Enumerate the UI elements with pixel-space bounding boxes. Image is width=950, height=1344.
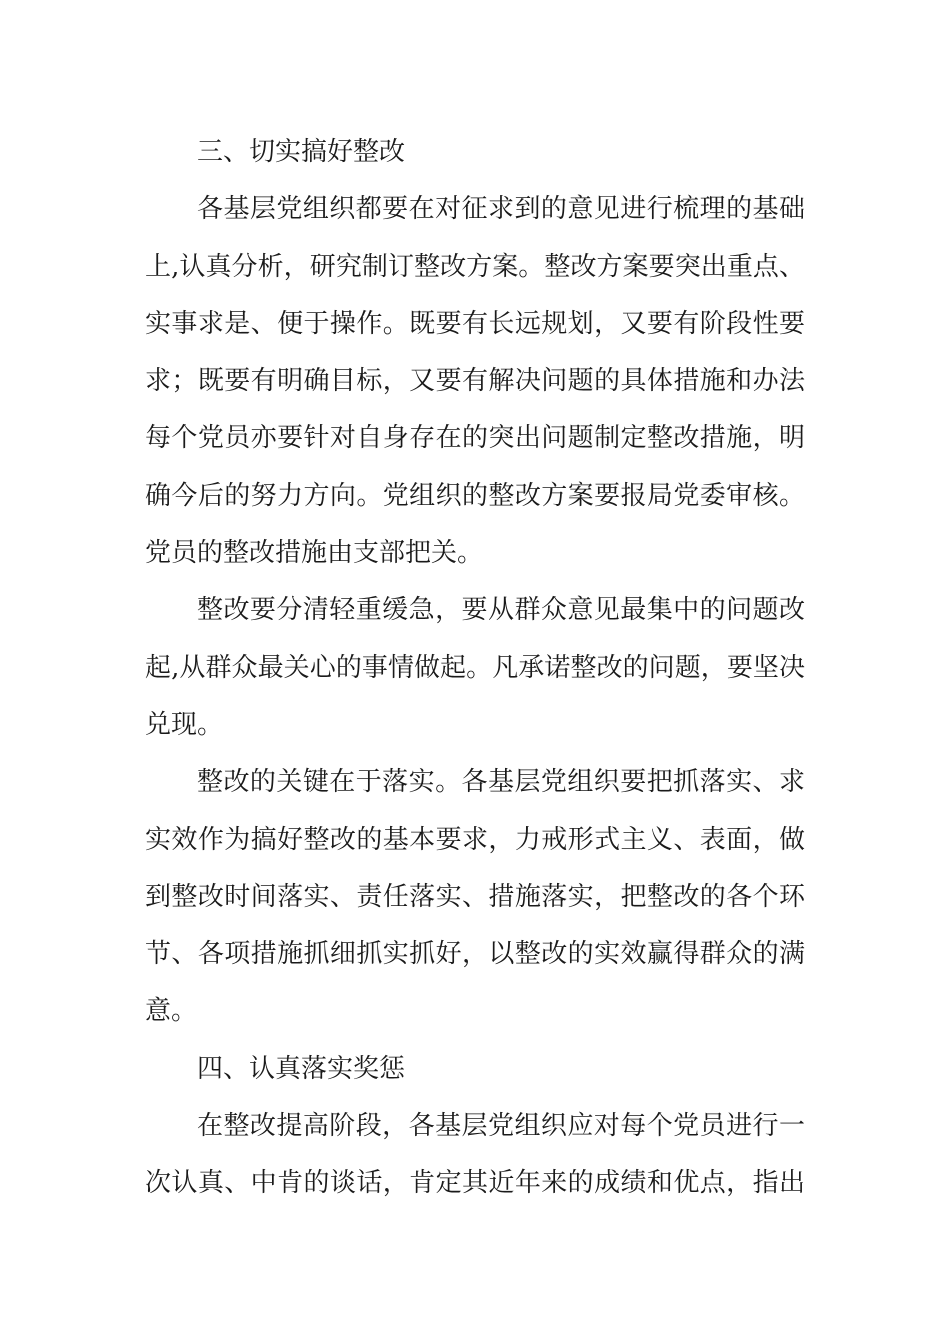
text-line: 每个党员亦要针对自身存在的突出问题制定整改措施，明 xyxy=(145,423,805,454)
text-line: 上,认真分析，研究制订整改方案。整改方案要突出重点、 xyxy=(145,251,805,282)
text-line: 整改要分清轻重缓急，要从群众意见最集中的问题改 xyxy=(197,595,805,626)
text-line: 整改的关键在于落实。各基层党组织要把抓落实、求 xyxy=(197,767,805,798)
text-line: 次认真、中肯的谈话，肯定其近年来的成绩和优点，指出 xyxy=(145,1168,805,1199)
text-line: 党员的整改措施由支部把关。 xyxy=(145,538,484,569)
text-line: 意。 xyxy=(145,996,198,1027)
section-heading-4: 四、认真落实奖惩 xyxy=(197,1053,406,1084)
text-line: 在整改提高阶段，各基层党组织应对每个党员进行一 xyxy=(197,1111,805,1142)
text-line: 确今后的努力方向。党组织的整改方案要报局党委审核。 xyxy=(145,480,805,511)
text-line: 各基层党组织都要在对征求到的意见进行梳理的基础 xyxy=(197,194,805,225)
text-line: 起,从群众最关心的事情做起。凡承诺整改的问题，要坚决 xyxy=(145,652,805,683)
text-line: 兑现。 xyxy=(145,709,224,740)
text-line: 实效作为搞好整改的基本要求，力戒形式主义、表面，做 xyxy=(145,824,805,855)
text-line: 节、各项措施抓细抓实抓好，以整改的实效赢得群众的满 xyxy=(145,939,805,970)
document-body xyxy=(145,124,805,1213)
text-line: 实事求是、便于操作。既要有长远规划，又要有阶段性要 xyxy=(145,308,805,339)
section-heading-3: 三、切实搞好整改 xyxy=(197,137,406,167)
text-line: 到整改时间落实、责任落实、措施落实，把整改的各个环 xyxy=(145,881,805,912)
text-line: 求；既要有明确目标，又要有解决问题的具体措施和办法 xyxy=(145,366,805,397)
